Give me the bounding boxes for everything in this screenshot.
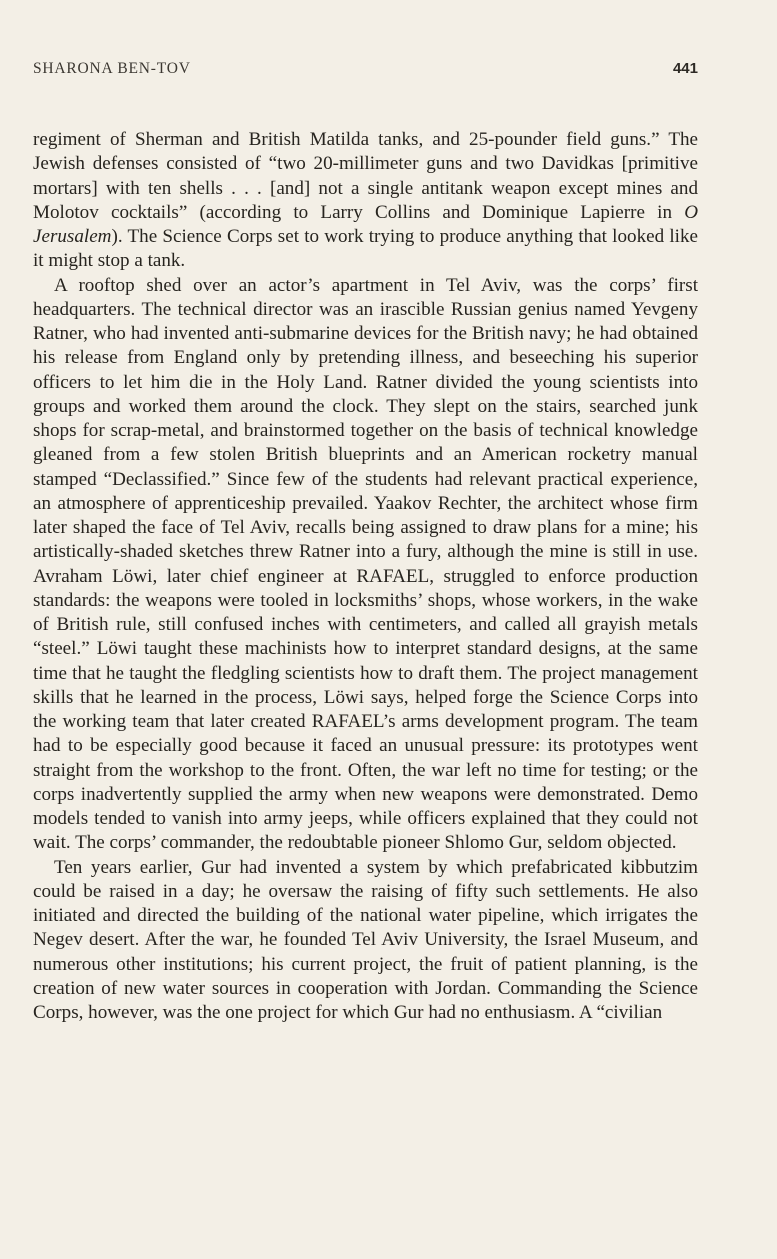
body-text <box>33 128 698 1025</box>
page-number: 441 <box>672 60 698 77</box>
running-head <box>33 60 698 84</box>
paragraph: A rooftop shed over an actor’s apartment in Tel Aviv, was the corps’ first headquarters. The technical director was an irascible Russian genius named Yevgeny Ratner, who had invented anti-submarine devices for the British navy; he had obtained his release from England only by pretending illness, and beseeching his superior officers to let him die in the Holy Land. Ratner divided the young scientists into groups and worked them around the clock. They slept on the stairs, searched junk shops for scrap-metal, and brainstormed together on the basis of technical knowledge gleaned from a few stolen British blueprints and an American rocketry manual stamped “Declassified.” Since few of the students had relevant practical experience, an atmosphere of apprenticeship prevailed. Yaakov Rechter, the architect whose firm later shaped the face of Tel Aviv, recalls being assigned to draw plans for a mine; his artistically-shaded sketches threw Ratner into a fury, although the mine is still in use. Avraham Löwi, later chief engineer at RAFAEL, struggled to enforce production standards: the weapons were tooled in locksmiths’ shops, whose workers, in the wake of British rule, still confused inches with centimeters, and called all grayish metals “steel.” Löwi taught these machinists how to interpret standard designs, at the same time that he taught the fledgling scientists how to draft them. The project management skills that he learned in the process, Löwi says, helped forge the Science Corps into the working team that later created RAFAEL’s arms development program. The team had to be especially good because it faced an unusual pressure: its prototypes went straight from the workshop to the front. Often, the war left no time for testing; or the corps inadvertently supplied the army when new weapons were demonstrated. Demo models tended to vanish into army jeeps, while officers explained that they could not wait. The corps’ commander, the redoubtable pioneer Shlomo Gur, seldom objected. <box>33 274 698 854</box>
paragraph-text: ). The Science Corps set to work trying to produce anything that looked like it might stop a tank. <box>33 226 698 272</box>
paragraph: Ten years earlier, Gur had invented a system by which prefabricated kibbutzim could be raised in a day; he oversaw the raising of fifty such settlements. He also initiated and directed the building of the national water pipeline, which irrigates the Negev desert. After the war, he founded Tel Aviv University, the Israel Museum, and numerous other institutions; his current project, the fruit of patient planning, is the creation of new water sources in cooperation with Jordan. Commanding the Science Corps, however, was the one project for which Gur had no enthusiasm. A “civilian <box>33 856 698 1023</box>
paragraph-continued <box>33 128 698 274</box>
book-title-italic: O Jerusalem <box>33 201 698 247</box>
paragraph-text: regiment of Sherman and British Matilda tanks, and 25-pounder field guns.” The Jewish defenses consisted of “two 20-millimeter guns and two Davidkas [primitive mortars] with ten shells . . . [and] not a single antitank weapon except mines and Molotov cocktails” (according to Larry Collins and Dominique Lapierre in <box>33 129 698 223</box>
running-head-author: SHARONA BEN-TOV <box>33 60 191 77</box>
